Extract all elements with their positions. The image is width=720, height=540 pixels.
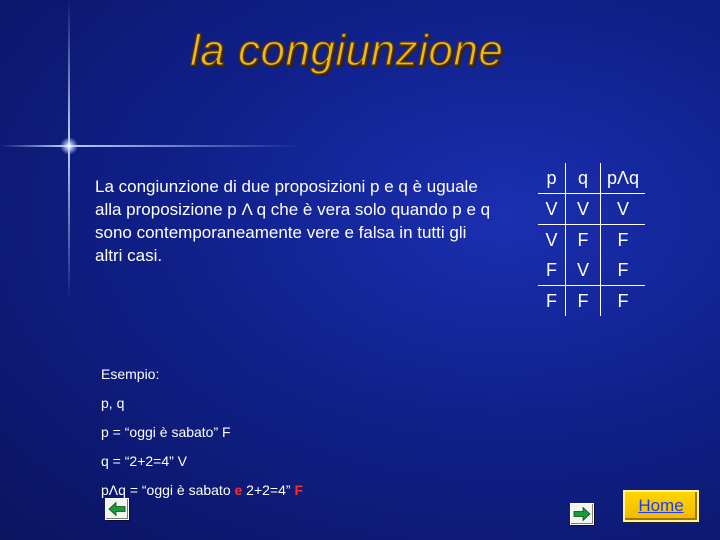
table-row xyxy=(538,255,645,286)
cell-p-and-q: F xyxy=(601,225,646,256)
next-button[interactable] xyxy=(570,503,594,525)
home-label[interactable]: Home xyxy=(638,496,684,515)
cell-p-and-q: F xyxy=(601,255,646,286)
header-p: p xyxy=(538,163,566,194)
arrow-left-icon xyxy=(106,499,128,519)
example-pq-line xyxy=(101,476,303,505)
cell-p: F xyxy=(546,290,557,311)
header-p-and-q: pΛq xyxy=(601,163,646,194)
cell-q: V xyxy=(566,194,601,225)
cell-q: F xyxy=(566,286,601,317)
cell-q: F xyxy=(566,225,601,256)
lens-flare-center xyxy=(60,137,78,155)
pq-prefix: pΛq = “oggi è sabato xyxy=(101,482,235,498)
lens-flare-horizontal xyxy=(0,145,300,147)
cell-q: V xyxy=(566,255,601,286)
example-q-line: q = “2+2=4” V xyxy=(101,453,188,469)
table-row xyxy=(538,194,645,225)
table-row xyxy=(538,225,645,256)
slide-title: la congiunzione xyxy=(190,26,504,75)
example-vars: p, q xyxy=(101,395,125,411)
cell-p-and-q: V xyxy=(601,194,646,225)
example-p-line: p = “oggi è sabato” F xyxy=(101,424,231,440)
definition-text: La congiunzione di due proposizioni p e q è uguale alla proposizione p Λ q che è vera solo quando p e q sono contemporaneamente vere e falsa in tutti gli altri casi. xyxy=(95,177,491,265)
home-button[interactable] xyxy=(623,490,699,522)
cell-p: V xyxy=(538,194,566,225)
example-heading: Esempio: xyxy=(101,366,160,382)
pq-value: F xyxy=(294,482,304,498)
cell-p: V xyxy=(545,229,558,250)
header-q: q xyxy=(566,163,601,194)
truth-table xyxy=(538,163,645,316)
back-button[interactable] xyxy=(105,498,129,520)
truth-table-header-row xyxy=(538,163,645,194)
pq-suffix: 2+2=4” xyxy=(242,482,295,498)
pq-conjunction: e xyxy=(234,482,243,498)
example-block xyxy=(101,360,303,505)
cell-p: F xyxy=(538,255,566,286)
arrow-right-icon xyxy=(571,504,593,524)
cell-p-and-q: F xyxy=(601,286,646,317)
table-row xyxy=(538,286,645,317)
